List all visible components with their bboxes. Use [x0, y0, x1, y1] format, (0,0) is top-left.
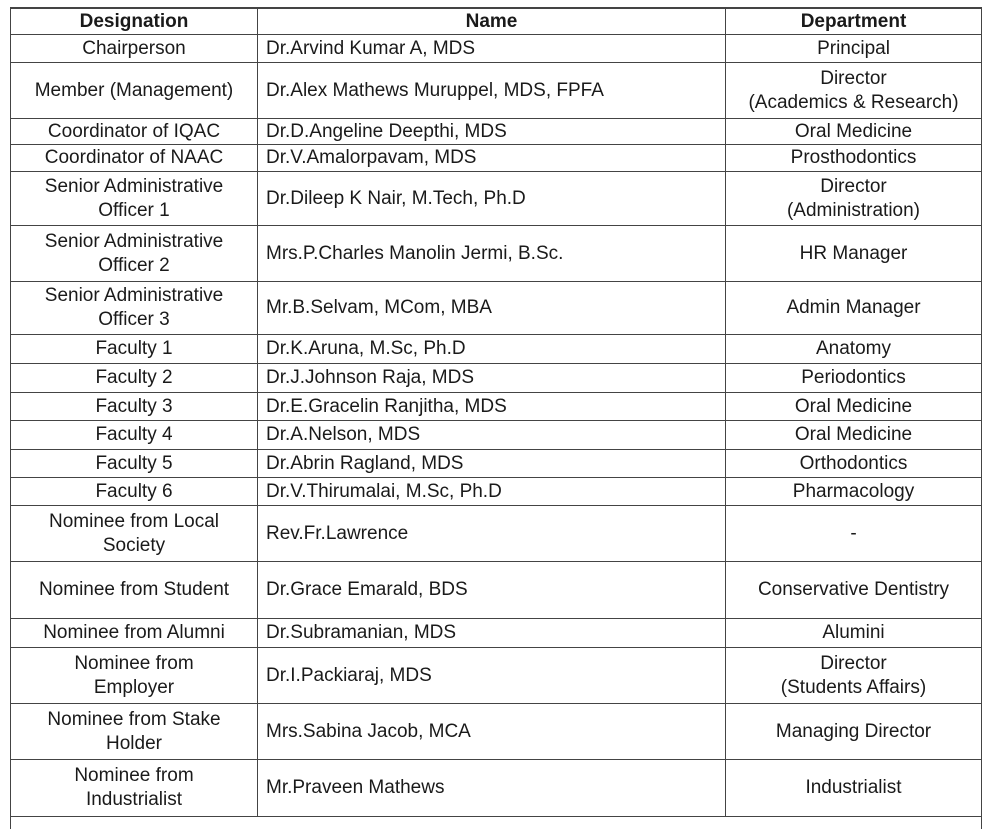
department-cell	[726, 172, 982, 226]
designation-text: Faculty 5	[95, 452, 173, 474]
member-name: Dr.V.Thirumalai, M.Sc, Ph.D	[266, 480, 502, 502]
designation-cell	[11, 704, 258, 760]
designation-cell	[11, 172, 258, 226]
table-row	[11, 450, 982, 478]
header-department: Department	[726, 9, 982, 35]
designation-cell	[11, 393, 258, 421]
department-cell	[726, 506, 982, 562]
designation-text: Senior Administrative	[44, 175, 224, 197]
table-row	[11, 145, 982, 172]
name-cell	[258, 226, 726, 282]
designation-cell	[11, 619, 258, 648]
designation-text: Member (Management)	[34, 79, 234, 101]
designation-text: Society	[102, 534, 166, 556]
name-cell	[258, 619, 726, 648]
table-row	[11, 119, 982, 145]
table-row	[11, 478, 982, 506]
department-text: Oral Medicine	[794, 424, 913, 445]
department-cell	[726, 704, 982, 760]
department-text: Director	[820, 67, 887, 89]
name-cell	[258, 562, 726, 619]
designation-text: Coordinator of NAAC	[44, 147, 224, 168]
name-cell	[258, 364, 726, 393]
member-name: Dr.V.Amalorpavam, MDS	[266, 147, 477, 168]
table-row	[11, 226, 982, 282]
member-name: Dr.D.Angeline Deepthi, MDS	[266, 120, 507, 142]
member-name: Mr.B.Selvam, MCom, MBA	[266, 297, 492, 318]
designation-text: Nominee from	[74, 652, 194, 674]
member-name: Dr.I.Packiaraj, MDS	[266, 664, 432, 686]
department-cell	[726, 145, 982, 172]
designation-cell	[11, 562, 258, 619]
department-cell	[726, 760, 982, 817]
table-row	[11, 335, 982, 364]
department-text: (Administration)	[786, 199, 921, 221]
department-cell	[726, 562, 982, 619]
designation-text: Faculty 4	[95, 424, 173, 445]
department-cell	[726, 393, 982, 421]
designation-text: Nominee from Local	[48, 510, 220, 532]
table-row	[11, 35, 982, 63]
name-cell	[258, 478, 726, 506]
name-cell	[258, 63, 726, 119]
department-text: Orthodontics	[799, 452, 908, 474]
designation-text: Officer 2	[98, 254, 170, 276]
department-cell	[726, 63, 982, 119]
designation-text: Faculty 3	[95, 395, 173, 417]
name-cell	[258, 172, 726, 226]
department-text: Industrialist	[805, 777, 902, 798]
designation-cell	[11, 35, 258, 63]
member-name: Dr.Subramanian, MDS	[266, 622, 457, 643]
designation-text: Nominee from Stake	[47, 708, 221, 730]
department-text: Alumini	[822, 622, 885, 643]
department-text: Managing Director	[775, 720, 932, 742]
department-text: Prosthodontics	[790, 147, 917, 168]
department-text: Oral Medicine	[794, 120, 913, 142]
department-cell	[726, 282, 982, 335]
member-name: Mrs.P.Charles Manolin Jermi, B.Sc.	[266, 242, 564, 264]
designation-cell	[11, 226, 258, 282]
member-name: Dr.Alex Mathews Muruppel, MDS, FPFA	[266, 79, 604, 101]
name-cell	[258, 506, 726, 562]
name-cell	[258, 282, 726, 335]
designation-text: Faculty 2	[95, 367, 173, 388]
member-name: Dr.A.Nelson, MDS	[266, 424, 421, 445]
department-text: Pharmacology	[792, 480, 915, 502]
designation-cell	[11, 450, 258, 478]
designation-text: Nominee from	[74, 765, 194, 786]
department-text: -	[850, 522, 857, 544]
designation-cell	[11, 364, 258, 393]
department-text: Director	[820, 652, 887, 674]
name-cell	[258, 393, 726, 421]
member-name: Mr.Praveen Mathews	[266, 777, 445, 798]
department-cell	[726, 619, 982, 648]
department-cell	[726, 335, 982, 364]
table-row	[11, 562, 982, 619]
designation-text: Nominee from Student	[38, 579, 230, 600]
department-text: Anatomy	[816, 338, 891, 359]
department-cell	[726, 478, 982, 506]
member-name: Dr.Arvind Kumar A, MDS	[266, 37, 476, 59]
name-cell	[258, 35, 726, 63]
designation-text: Faculty 6	[95, 480, 173, 502]
department-cell	[726, 35, 982, 63]
department-cell	[726, 226, 982, 282]
designation-text: Officer 3	[98, 309, 170, 330]
member-name: Dr.Abrin Ragland, MDS	[266, 452, 464, 474]
department-text: Admin Manager	[786, 297, 921, 318]
designation-cell	[11, 145, 258, 172]
designation-text: Chairperson	[82, 37, 186, 59]
table-row	[11, 393, 982, 421]
member-name: Dr.Dileep K Nair, M.Tech, Ph.D	[266, 187, 526, 209]
department-text: Conservative Dentistry	[757, 579, 950, 600]
table-row	[11, 282, 982, 335]
header-name: Name	[258, 9, 726, 35]
designation-text: Officer 1	[98, 199, 170, 221]
table-row	[11, 364, 982, 393]
designation-cell	[11, 648, 258, 704]
designation-cell	[11, 282, 258, 335]
name-cell	[258, 421, 726, 450]
department-cell	[726, 421, 982, 450]
designation-text: Senior Administrative	[44, 230, 224, 252]
table-row	[11, 619, 982, 648]
name-cell	[258, 335, 726, 364]
designation-text: Nominee from Alumni	[43, 622, 225, 643]
designation-text: Coordinator of IQAC	[47, 120, 221, 142]
department-cell	[726, 648, 982, 704]
designation-cell	[11, 506, 258, 562]
header-designation: Designation	[11, 9, 258, 35]
name-cell	[258, 648, 726, 704]
department-text: Periodontics	[801, 367, 906, 388]
table-header-row	[11, 9, 982, 35]
designation-text: Senior Administrative	[44, 285, 224, 306]
table-body	[11, 35, 982, 817]
designation-cell	[11, 119, 258, 145]
name-cell	[258, 760, 726, 817]
designation-cell	[11, 63, 258, 119]
department-text: (Academics & Research)	[748, 91, 959, 113]
designation-text: Employer	[93, 676, 175, 698]
department-text: (Students Affairs)	[780, 676, 927, 698]
department-cell	[726, 364, 982, 393]
table-row	[11, 648, 982, 704]
designation-cell	[11, 335, 258, 364]
department-cell	[726, 450, 982, 478]
member-name: Dr.K.Aruna, M.Sc, Ph.D	[266, 338, 466, 359]
department-cell	[726, 119, 982, 145]
name-cell	[258, 450, 726, 478]
name-cell	[258, 119, 726, 145]
department-text: HR Manager	[799, 242, 908, 264]
designation-cell	[11, 478, 258, 506]
iqac-members-table	[10, 8, 982, 817]
member-name: Mrs.Sabina Jacob, MCA	[266, 720, 471, 742]
table-row	[11, 506, 982, 562]
department-text: Principal	[817, 37, 890, 59]
designation-text: Industrialist	[85, 789, 183, 810]
member-name: Dr.J.Johnson Raja, MDS	[266, 367, 475, 388]
table-row	[11, 172, 982, 226]
designation-cell	[11, 421, 258, 450]
department-text: Director	[820, 175, 887, 197]
iqac-table-container	[10, 7, 982, 829]
name-cell	[258, 704, 726, 760]
designation-text: Faculty 1	[95, 338, 173, 359]
designation-text: Holder	[106, 732, 162, 754]
table-row	[11, 760, 982, 817]
table-row	[11, 421, 982, 450]
name-cell	[258, 145, 726, 172]
designation-cell	[11, 760, 258, 817]
member-name: Rev.Fr.Lawrence	[266, 522, 409, 544]
department-text: Oral Medicine	[794, 395, 913, 417]
table-row	[11, 63, 982, 119]
member-name: Dr.Grace Emarald, BDS	[266, 579, 468, 600]
member-name: Dr.E.Gracelin Ranjitha, MDS	[266, 395, 507, 417]
table-row	[11, 704, 982, 760]
